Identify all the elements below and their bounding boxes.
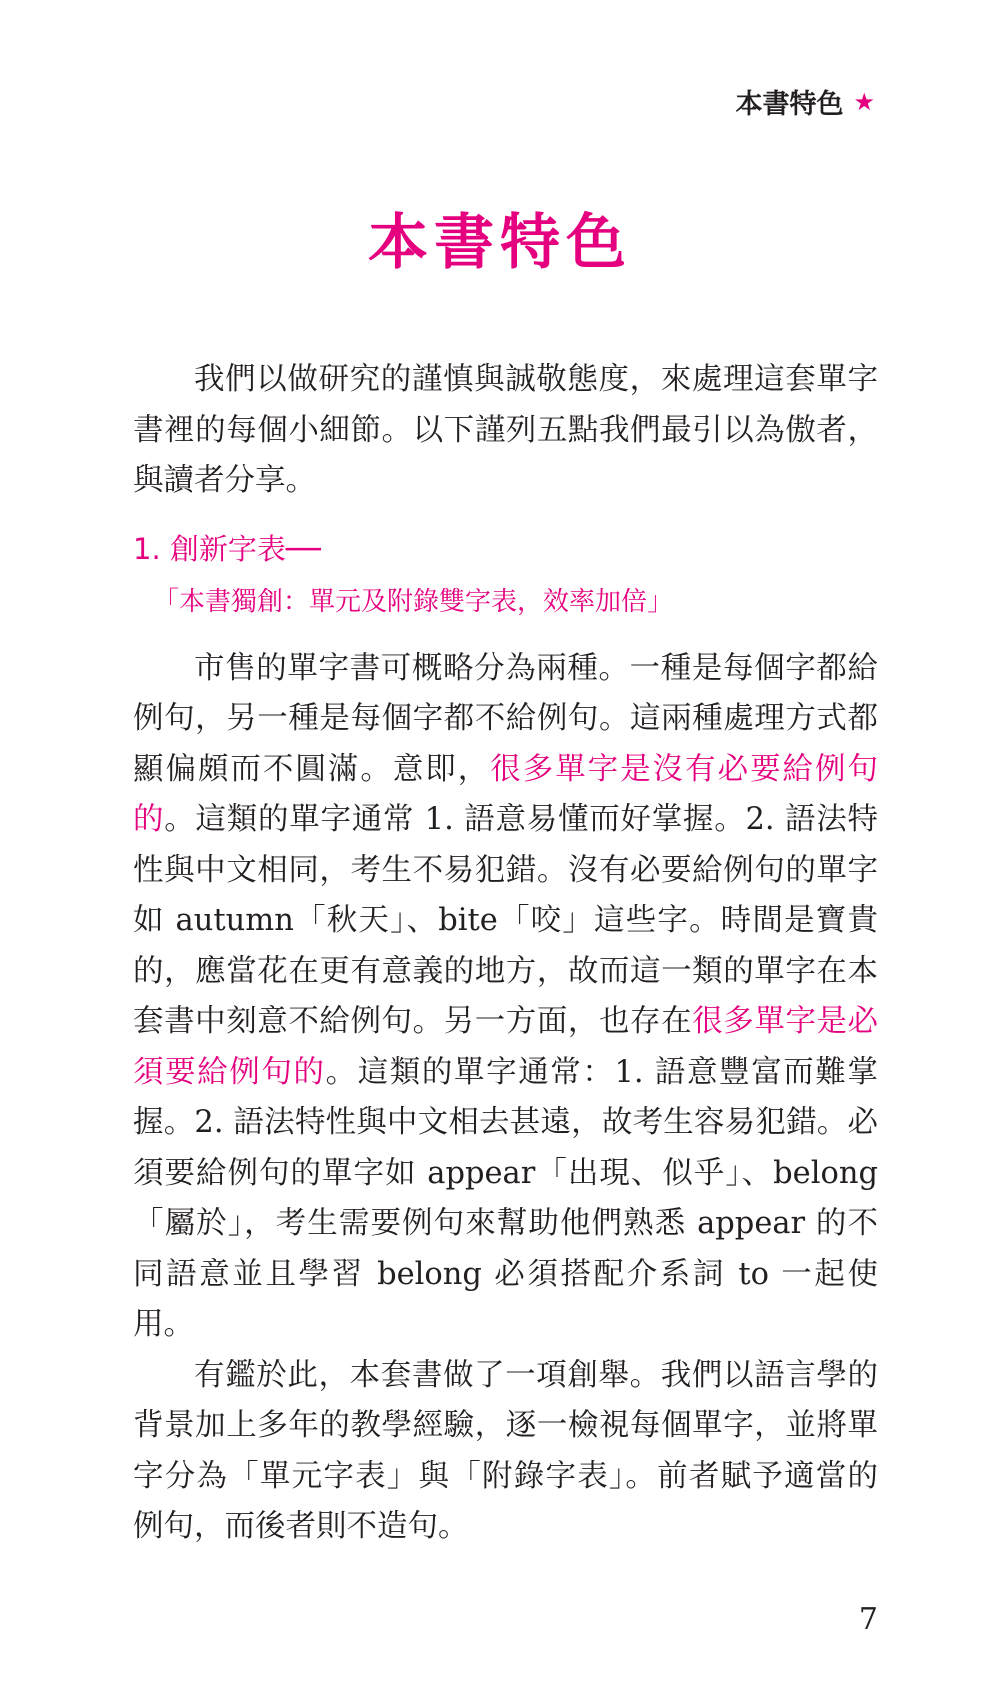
highlight-text: 很多單字是沒有必要給例句的 — [133, 751, 878, 837]
main-content — [133, 355, 878, 1553]
page-number: 7 — [858, 1602, 878, 1637]
intro-paragraph: 我們以做研究的謹慎與誠敬態度，來處理這套單字書裡的每個小細節。以下謹列五點我們最引以為傲者，與讀者分享。 — [133, 362, 878, 498]
running-head — [735, 82, 875, 121]
text-run: 。這類的單字通常：1. 語意豐富而難掌握。2. 語法特性與中文相去甚遠，故考生容易犯錯。必須要給例句的單字如 appear「出現、似乎」、belong「屬於」，考生需要例句來幫助他們熟悉 appear 的不同語意並且學習 belong 必須搭配介系詞 to 一起使用。 — [133, 1054, 879, 1342]
running-head-text: 本書特色 — [735, 89, 844, 120]
body-paragraph: 有鑑於此，本套書做了一項創舉。我們以語言學的背景加上多年的教學經驗，逐一檢視每個單字，並將單字分為「單元字表」與「附錄字表」。前者賦予適當的例句，而後者則不造句。 — [133, 1357, 878, 1544]
text-run: 。這類的單字通常 1. 語意易懂而好掌握。2. 語法特性與中文相同，考生不易犯錯。沒有必要給例句的單字如 autumn「秋天」、bite「咬」這些字。時間是寶貴的，應當花在更有意義的地方，故而這一類的單字在本套書中刻意不給例句。另一方面，也存在 — [133, 802, 878, 1039]
body-paragraph — [133, 644, 878, 1351]
section-heading: 1. 創新字表── — [133, 531, 321, 566]
highlight-text: 很多單字是必須要給例句的 — [133, 1004, 879, 1090]
star-icon: ★ — [853, 87, 875, 116]
section-subheading: 「本書獨創：單元及附錄雙字表，效率加倍」 — [153, 586, 674, 617]
page-title: 本書特色 — [368, 208, 632, 278]
text-run: 市售的單字書可概略分為兩種。一種是每個字都給例句，另一種是每個字都不給例句。這兩種處理方式都顯偏頗而不圓滿。意即， — [133, 650, 878, 787]
